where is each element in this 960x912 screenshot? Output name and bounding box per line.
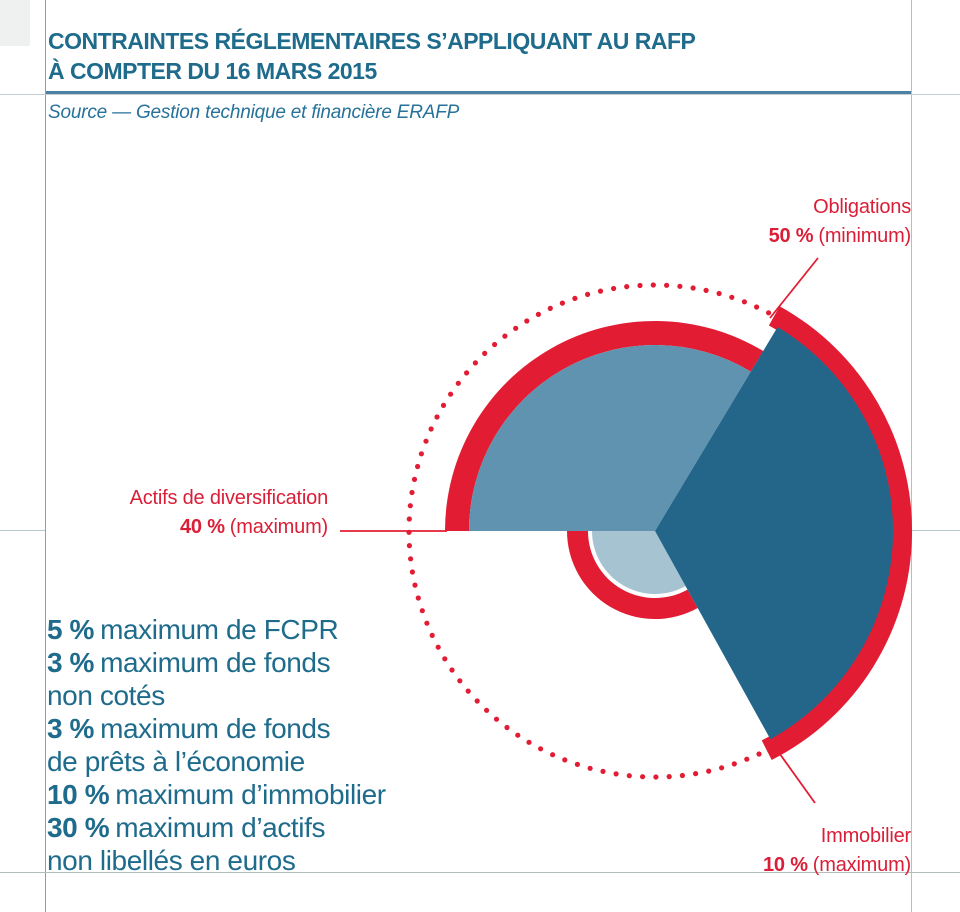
obligations-label — [769, 193, 911, 251]
source-caption: Source — Gestion technique et financière ERAFP — [48, 102, 460, 123]
page-title-line1: CONTRAINTES RÉGLEMENTAIRES S’APPLIQUANT AU RAFP — [48, 28, 696, 54]
dotted-circle-dot — [416, 595, 421, 600]
dotted-circle-dot — [766, 310, 771, 315]
dotted-circle-dot — [704, 288, 709, 293]
diversification-label — [130, 484, 328, 542]
diversification-label-value — [130, 513, 328, 542]
dotted-circle-dot — [653, 774, 658, 779]
immobilier-label-value — [763, 851, 911, 880]
note-line: 5 % maximum de FCPR — [47, 614, 339, 645]
dotted-circle-dot — [729, 295, 734, 300]
note-line: 3 % maximum de fonds — [47, 647, 331, 678]
obligations-leader-line — [770, 258, 818, 318]
dotted-circle-dot — [572, 296, 577, 301]
obligations-label-pct: 50 % — [768, 225, 814, 247]
dotted-circle-dot — [536, 312, 541, 317]
dotted-circle-dot — [680, 773, 685, 778]
dotted-circle-dot — [415, 464, 420, 469]
diversification-label-qualifier: (maximum) — [229, 516, 328, 538]
obligations-label-value — [769, 222, 911, 251]
page-title-line2: À COMPTER DU 16 MARS 2015 — [48, 58, 377, 84]
dotted-circle-dot — [408, 503, 413, 508]
immobilier-label-qualifier: (maximum) — [812, 854, 911, 876]
note-line: 30 % maximum d’actifs — [47, 812, 326, 843]
dotted-circle-dot — [548, 306, 553, 311]
immobilier-label — [763, 822, 911, 880]
note-line: non cotés — [47, 680, 165, 711]
dotted-circle-dot — [637, 283, 642, 288]
dotted-circle-dot — [756, 751, 761, 756]
immobilier-label-pct: 10 % — [763, 854, 808, 876]
dotted-circle-dot — [691, 285, 696, 290]
note-line-percentage: 3 % — [47, 713, 95, 744]
immobilier-leader-line — [772, 743, 815, 803]
dotted-circle-dot — [515, 733, 520, 738]
immobilier-label-name: Immobilier — [820, 825, 911, 847]
dotted-circle-dot — [664, 283, 669, 288]
dotted-circle-dot — [408, 556, 413, 561]
diversification-label-pct: 40 % — [180, 516, 225, 538]
dotted-circle-dot — [526, 740, 531, 745]
dotted-circle-dot — [640, 774, 645, 779]
note-line: de prêts à l’économie — [47, 746, 305, 777]
dotted-circle-dot — [575, 762, 580, 767]
dotted-circle-dot — [407, 516, 412, 521]
note-line: non libellés en euros — [47, 845, 296, 876]
dotted-circle-dot — [732, 761, 737, 766]
dotted-circle-dot — [598, 289, 603, 294]
note-line: 3 % maximum de fonds — [47, 713, 331, 744]
dotted-circle-dot — [441, 403, 446, 408]
dotted-circle-dot — [550, 752, 555, 757]
dotted-circle-dot — [562, 757, 567, 762]
dotted-circle-dot — [538, 746, 543, 751]
dotted-circle-dot — [754, 304, 759, 309]
dotted-circle-dot — [484, 708, 489, 713]
dotted-circle-dot — [588, 766, 593, 771]
dotted-circle-dot — [494, 717, 499, 722]
dotted-circle-dot — [585, 292, 590, 297]
dotted-circle-dot — [513, 326, 518, 331]
note-line: 10 % maximum d’immobilier — [47, 779, 386, 810]
obligations-label-name: Obligations — [813, 196, 911, 218]
dotted-circle-dot — [502, 334, 507, 339]
dotted-circle-dot — [429, 426, 434, 431]
dotted-circle-dot — [717, 291, 722, 296]
note-line-percentage: 10 % — [47, 779, 110, 810]
dotted-circle-dot — [706, 769, 711, 774]
dotted-circle-dot — [419, 451, 424, 456]
note-line-percentage: 30 % — [47, 812, 110, 843]
dotted-circle-dot — [719, 765, 724, 770]
dotted-circle-dot — [475, 698, 480, 703]
dotted-circle-dot — [560, 301, 565, 306]
dotted-circle-dot — [611, 286, 616, 291]
dotted-circle-dot — [456, 381, 461, 386]
diversification-label-name: Actifs de diversification — [129, 487, 328, 509]
note-line-percentage: 5 % — [47, 614, 95, 645]
dotted-circle-dot — [448, 392, 453, 397]
dotted-circle-dot — [624, 284, 629, 289]
dotted-circle-dot — [407, 543, 412, 548]
dotted-circle-dot — [651, 282, 656, 287]
dotted-circle-dot — [434, 414, 439, 419]
dotted-circle-dot — [412, 477, 417, 482]
constraint-notes — [47, 613, 467, 877]
dotted-circle-dot — [693, 771, 698, 776]
dotted-circle-dot — [524, 318, 529, 323]
dotted-circle-dot — [410, 569, 415, 574]
dotted-circle-dot — [667, 774, 672, 779]
obligations-label-qualifier: (minimum) — [818, 225, 911, 247]
dotted-circle-dot — [464, 370, 469, 375]
dotted-circle-dot — [423, 439, 428, 444]
dotted-circle-dot — [742, 299, 747, 304]
dotted-circle-dot — [504, 725, 509, 730]
dotted-circle-dot — [677, 284, 682, 289]
dotted-circle-dot — [614, 771, 619, 776]
dotted-circle-dot — [482, 351, 487, 356]
dotted-circle-dot — [412, 583, 417, 588]
note-line-percentage: 3 % — [47, 647, 95, 678]
dotted-circle-dot — [627, 773, 632, 778]
dotted-circle-dot — [473, 360, 478, 365]
dotted-circle-dot — [409, 490, 414, 495]
dotted-circle-dot — [600, 769, 605, 774]
dotted-circle-dot — [744, 757, 749, 762]
dotted-circle-dot — [492, 342, 497, 347]
